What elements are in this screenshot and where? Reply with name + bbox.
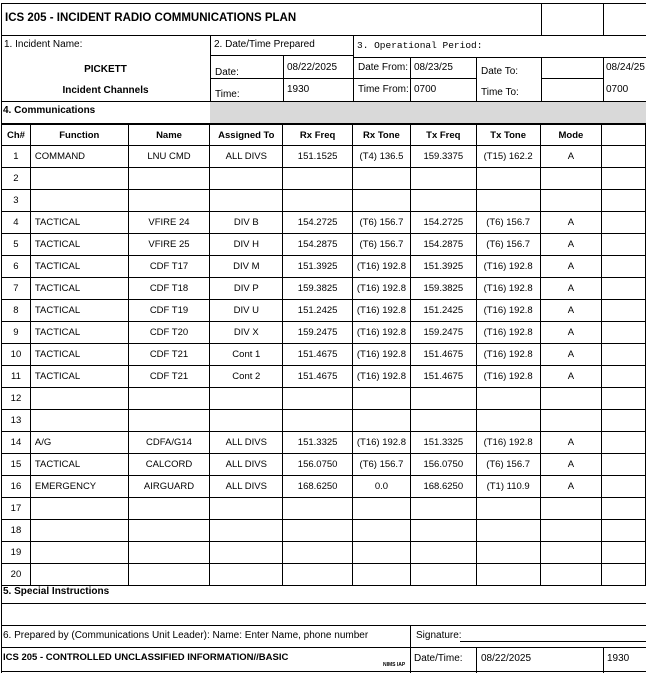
cell-assigned-to[interactable]: ALL DIVS	[210, 146, 283, 168]
cell-rx-tone[interactable]	[352, 498, 410, 520]
cell-tx-tone[interactable]: (T16) 192.8	[476, 300, 540, 322]
cell-ch: 14	[2, 432, 31, 454]
cell-ch: 18	[2, 520, 31, 542]
signature-label: Signature:	[416, 630, 462, 641]
col-header-rx-freq: Rx Freq	[283, 125, 353, 146]
cell-assigned-to[interactable]	[210, 388, 283, 410]
cell-rx-freq[interactable]	[283, 410, 353, 432]
time-to-value[interactable]: 0700	[606, 84, 629, 95]
cell-rx-freq[interactable]	[283, 542, 353, 564]
cell-tx-freq[interactable]: 154.2875	[410, 234, 476, 256]
cell-rx-tone[interactable]: (T16) 192.8	[352, 300, 410, 322]
date-to-value-vline-2	[603, 57, 604, 101]
date-to-label: Date To:	[481, 66, 519, 77]
table-row	[2, 212, 646, 234]
date-to-vline	[476, 57, 477, 101]
cell-extra[interactable]	[602, 454, 646, 476]
date-prepared-label: 2. Date/Time Prepared	[214, 39, 315, 50]
cell-extra[interactable]	[602, 278, 646, 300]
cell-rx-tone[interactable]	[352, 168, 410, 190]
cell-ch: 13	[2, 410, 31, 432]
cell-extra[interactable]	[602, 498, 646, 520]
cell-tx-tone[interactable]: (T16) 192.8	[476, 278, 540, 300]
cell-function[interactable]	[30, 520, 128, 542]
cell-function[interactable]: EMERGENCY	[30, 476, 128, 498]
cell-extra[interactable]	[602, 322, 646, 344]
cell-ch: 5	[2, 234, 31, 256]
cell-mode[interactable]: A	[540, 300, 602, 322]
cell-tx-tone[interactable]: (T6) 156.7	[476, 234, 540, 256]
cell-assigned-to[interactable]	[210, 498, 283, 520]
cell-extra[interactable]	[602, 212, 646, 234]
cell-assigned-to[interactable]	[210, 410, 283, 432]
cell-ch: 8	[2, 300, 31, 322]
cell-mode[interactable]	[540, 190, 602, 212]
cell-tx-freq[interactable]	[410, 388, 476, 410]
cell-tx-freq[interactable]: 168.6250	[410, 476, 476, 498]
cell-function[interactable]	[30, 542, 128, 564]
cell-ch: 7	[2, 278, 31, 300]
cell-rx-tone[interactable]	[352, 564, 410, 586]
cell-rx-tone[interactable]: 0.0	[352, 476, 410, 498]
special-instructions-line	[1, 603, 646, 604]
cell-extra[interactable]	[602, 146, 646, 168]
incident-channels-label: Incident Channels	[62, 85, 149, 96]
cell-tx-tone[interactable]	[476, 498, 540, 520]
cell-tx-freq[interactable]: 151.4675	[410, 344, 476, 366]
cell-function[interactable]	[30, 564, 128, 586]
cell-mode[interactable]: A	[540, 454, 602, 476]
cell-rx-tone[interactable]: (T16) 192.8	[352, 322, 410, 344]
date-to-value-vline	[541, 57, 542, 101]
col-header-extra	[602, 125, 646, 146]
cell-assigned-to[interactable]: ALL DIVS	[210, 476, 283, 498]
cell-name[interactable]: CDF T19	[128, 300, 210, 322]
cell-extra[interactable]	[602, 388, 646, 410]
signature-divider	[410, 625, 411, 673]
cell-name[interactable]: AIRGUARD	[128, 476, 210, 498]
cell-tx-tone[interactable]	[476, 410, 540, 432]
cell-rx-tone[interactable]: (T16) 192.8	[352, 344, 410, 366]
cell-tx-freq[interactable]: 151.2425	[410, 300, 476, 322]
cell-name[interactable]: VFIRE 24	[128, 212, 210, 234]
cell-name[interactable]: CDFA/G14	[128, 432, 210, 454]
cell-assigned-to[interactable]	[210, 542, 283, 564]
table-row	[2, 454, 646, 476]
cell-rx-freq[interactable]	[283, 388, 353, 410]
op-period-label: 3. Operational Period:	[357, 40, 483, 51]
cell-rx-tone[interactable]	[352, 542, 410, 564]
cell-rx-freq[interactable]: 168.6250	[283, 476, 353, 498]
cell-tx-tone[interactable]	[476, 388, 540, 410]
cell-function[interactable]	[30, 388, 128, 410]
cell-function[interactable]: TACTICAL	[30, 212, 128, 234]
date-prepared-underline	[210, 55, 353, 56]
cell-function[interactable]: TACTICAL	[30, 322, 128, 344]
cell-rx-freq[interactable]: 151.3925	[283, 256, 353, 278]
table-row	[2, 322, 646, 344]
cell-ch: 10	[2, 344, 31, 366]
cell-mode[interactable]: A	[540, 212, 602, 234]
cell-ch: 3	[2, 190, 31, 212]
cell-ch: 17	[2, 498, 31, 520]
cell-tx-tone[interactable]: (T16) 192.8	[476, 344, 540, 366]
table-row	[2, 234, 646, 256]
cell-tx-freq[interactable]	[410, 410, 476, 432]
time-value[interactable]: 1930	[287, 84, 310, 95]
cell-rx-freq[interactable]: 159.2475	[283, 322, 353, 344]
cell-extra[interactable]	[602, 542, 646, 564]
cell-rx-freq[interactable]	[283, 520, 353, 542]
cell-mode[interactable]	[540, 520, 602, 542]
cell-tx-freq[interactable]	[410, 520, 476, 542]
signature-field-line	[460, 641, 646, 642]
cell-name[interactable]: CDF T17	[128, 256, 210, 278]
cell-mode[interactable]	[540, 388, 602, 410]
cell-tx-tone[interactable]	[476, 564, 540, 586]
cell-rx-freq[interactable]	[283, 498, 353, 520]
nims-iap-label: NIMS IAP	[383, 662, 406, 668]
table-row	[2, 476, 646, 498]
cell-mode[interactable]: A	[540, 322, 602, 344]
cell-rx-tone[interactable]: (T6) 156.7	[352, 454, 410, 476]
footer-date-vline	[476, 648, 477, 673]
cell-tx-tone[interactable]: (T16) 192.8	[476, 256, 540, 278]
table-row	[2, 300, 646, 322]
cell-ch: 20	[2, 564, 31, 586]
table-row	[2, 498, 646, 520]
cell-rx-freq[interactable]: 151.3325	[283, 432, 353, 454]
cell-assigned-to[interactable]: DIV P	[210, 278, 283, 300]
table-row	[2, 432, 646, 454]
cell-function[interactable]: TACTICAL	[30, 256, 128, 278]
table-row	[2, 542, 646, 564]
cell-name[interactable]: VFIRE 25	[128, 234, 210, 256]
cell-extra[interactable]	[602, 256, 646, 278]
cell-name[interactable]	[128, 388, 210, 410]
op-period-mid-line	[353, 78, 476, 79]
title-bottom-line	[1, 35, 646, 36]
cell-tx-freq[interactable]: 151.3925	[410, 256, 476, 278]
cell-function[interactable]: TACTICAL	[30, 234, 128, 256]
cell-tx-tone[interactable]: (T15) 162.2	[476, 146, 540, 168]
cell-function[interactable]: TACTICAL	[30, 344, 128, 366]
table-row	[2, 520, 646, 542]
table-row	[2, 256, 646, 278]
cell-tx-freq[interactable]: 154.2725	[410, 212, 476, 234]
prepared-bottom-line	[1, 647, 646, 648]
title-divider-2	[603, 3, 604, 35]
cell-tx-freq[interactable]: 156.0750	[410, 454, 476, 476]
table-row	[2, 190, 646, 212]
cell-rx-freq[interactable]: 151.4675	[283, 344, 353, 366]
cell-rx-tone[interactable]: (T16) 192.8	[352, 366, 410, 388]
col-header-rx-tone: Rx Tone	[352, 125, 410, 146]
cell-mode[interactable]: A	[540, 432, 602, 454]
cell-function[interactable]	[30, 168, 128, 190]
cell-ch: 15	[2, 454, 31, 476]
cell-function[interactable]: A/G	[30, 432, 128, 454]
cell-assigned-to[interactable]: Cont 2	[210, 366, 283, 388]
table-row	[2, 344, 646, 366]
cell-tx-tone[interactable]	[476, 520, 540, 542]
cell-name[interactable]	[128, 168, 210, 190]
cell-tx-freq[interactable]	[410, 498, 476, 520]
cell-tx-freq[interactable]	[410, 564, 476, 586]
cell-rx-tone[interactable]	[352, 410, 410, 432]
footer-time-value[interactable]: 1930	[607, 653, 630, 664]
cell-ch: 4	[2, 212, 31, 234]
cell-tx-tone[interactable]	[476, 168, 540, 190]
date-time-separator	[210, 78, 353, 79]
cell-mode[interactable]	[540, 542, 602, 564]
cell-extra[interactable]	[602, 366, 646, 388]
cell-rx-freq[interactable]: 151.2425	[283, 300, 353, 322]
footer-label: ICS 205 - CONTROLLED UNCLASSIFIED INFORMATION//BASIC	[3, 652, 289, 663]
cell-function[interactable]	[30, 410, 128, 432]
col-header-tx-tone: Tx Tone	[476, 125, 540, 146]
cell-name[interactable]: CDF T18	[128, 278, 210, 300]
col-header-assigned-to: Assigned To	[210, 125, 283, 146]
cell-mode[interactable]	[540, 564, 602, 586]
cell-rx-tone[interactable]: (T16) 192.8	[352, 256, 410, 278]
cell-name[interactable]	[128, 498, 210, 520]
cell-extra[interactable]	[602, 476, 646, 498]
cell-tx-tone[interactable]: (T6) 156.7	[476, 454, 540, 476]
cell-name[interactable]: CDF T21	[128, 366, 210, 388]
col-header-mode: Mode	[540, 125, 602, 146]
date-label: Date:	[215, 67, 239, 78]
cell-tx-tone[interactable]	[476, 542, 540, 564]
table-row	[2, 410, 646, 432]
cell-ch: 6	[2, 256, 31, 278]
cell-assigned-to[interactable]	[210, 564, 283, 586]
cell-extra[interactable]	[602, 234, 646, 256]
cell-function[interactable]: TACTICAL	[30, 366, 128, 388]
cell-function[interactable]: TACTICAL	[30, 454, 128, 476]
cell-function[interactable]	[30, 190, 128, 212]
cell-assigned-to[interactable]: Cont 1	[210, 344, 283, 366]
special-instructions-bottom	[1, 625, 646, 626]
cell-rx-freq[interactable]: 159.3825	[283, 278, 353, 300]
cell-mode[interactable]: A	[540, 234, 602, 256]
cell-function[interactable]	[30, 498, 128, 520]
col-header-function: Function	[30, 125, 128, 146]
cell-extra[interactable]	[602, 344, 646, 366]
cell-tx-freq[interactable]: 159.3375	[410, 146, 476, 168]
special-instructions-label: 5. Special Instructions	[3, 586, 110, 597]
footer-datetime-label: Date/Time:	[414, 653, 463, 664]
cell-ch: 12	[2, 388, 31, 410]
cell-extra[interactable]	[602, 520, 646, 542]
cell-assigned-to[interactable]	[210, 190, 283, 212]
table-row	[2, 366, 646, 388]
footer-bottom-line	[1, 671, 646, 672]
form-title: ICS 205 - INCIDENT RADIO COMMUNICATIONS PLAN	[5, 12, 297, 24]
cell-extra[interactable]	[602, 410, 646, 432]
cell-name[interactable]: CALCORD	[128, 454, 210, 476]
cell-name[interactable]: CDF T20	[128, 322, 210, 344]
cell-mode[interactable]: A	[540, 278, 602, 300]
cell-name[interactable]	[128, 542, 210, 564]
block-divider-2	[353, 35, 354, 101]
cell-rx-freq[interactable]: 151.1525	[283, 146, 353, 168]
cell-tx-freq[interactable]: 159.2475	[410, 322, 476, 344]
cell-name[interactable]: LNU CMD	[128, 146, 210, 168]
cell-rx-freq[interactable]	[283, 190, 353, 212]
cell-tx-tone[interactable]	[476, 190, 540, 212]
cell-rx-tone[interactable]: (T4) 136.5	[352, 146, 410, 168]
cell-rx-tone[interactable]	[352, 520, 410, 542]
cell-rx-freq[interactable]: 154.2875	[283, 234, 353, 256]
cell-rx-freq[interactable]	[283, 168, 353, 190]
time-from-value[interactable]: 0700	[414, 84, 437, 95]
cell-mode[interactable]: A	[540, 366, 602, 388]
time-from-label: Time From:	[358, 84, 409, 95]
cell-ch: 19	[2, 542, 31, 564]
cell-rx-tone[interactable]	[352, 388, 410, 410]
block-divider-1	[210, 35, 211, 101]
cell-extra[interactable]	[602, 168, 646, 190]
col-header-name: Name	[128, 125, 210, 146]
date-from-value[interactable]: 08/23/25	[414, 62, 453, 73]
cell-tx-tone[interactable]: (T16) 192.8	[476, 366, 540, 388]
incident-name-value[interactable]: PICKETT	[84, 64, 127, 75]
cell-ch: 9	[2, 322, 31, 344]
cell-rx-freq[interactable]: 156.0750	[283, 454, 353, 476]
cell-assigned-to[interactable]: DIV B	[210, 212, 283, 234]
date-to-field-line	[541, 78, 603, 79]
cell-name[interactable]	[128, 410, 210, 432]
date-value[interactable]: 08/22/2025	[287, 62, 338, 73]
date-to-value[interactable]: 08/24/25	[606, 62, 645, 73]
cell-assigned-to[interactable]: DIV U	[210, 300, 283, 322]
cell-rx-tone[interactable]: (T16) 192.8	[352, 432, 410, 454]
cell-rx-freq[interactable]: 154.2725	[283, 212, 353, 234]
cell-name[interactable]	[128, 520, 210, 542]
table-row	[2, 388, 646, 410]
cell-assigned-to[interactable]: DIV X	[210, 322, 283, 344]
col-header-ch: Ch#	[2, 125, 31, 146]
cell-tx-tone[interactable]: (T16) 192.8	[476, 322, 540, 344]
incident-name-label: 1. Incident Name:	[4, 39, 83, 50]
prepared-by-label: 6. Prepared by (Communications Unit Leader): Name: Enter Name, phone number	[3, 630, 369, 641]
table-row	[2, 146, 646, 168]
time-to-label: Time To:	[481, 87, 519, 98]
cell-mode[interactable]: A	[540, 476, 602, 498]
cell-rx-freq[interactable]: 151.4675	[283, 366, 353, 388]
cell-extra[interactable]	[602, 300, 646, 322]
cell-assigned-to[interactable]: ALL DIVS	[210, 432, 283, 454]
cell-rx-tone[interactable]	[352, 190, 410, 212]
footer-date-value[interactable]: 08/22/2025	[481, 653, 532, 664]
cell-ch: 2	[2, 168, 31, 190]
cell-tx-freq[interactable]: 159.3825	[410, 278, 476, 300]
cell-ch: 1	[2, 146, 31, 168]
cell-name[interactable]: CDF T21	[128, 344, 210, 366]
title-divider-1	[541, 3, 542, 35]
cell-extra[interactable]	[602, 432, 646, 454]
table-row	[2, 168, 646, 190]
cell-ch: 11	[2, 366, 31, 388]
communications-table	[1, 124, 646, 586]
cell-assigned-to[interactable]: DIV H	[210, 234, 283, 256]
cell-tx-tone[interactable]: (T6) 156.7	[476, 212, 540, 234]
cell-function[interactable]: TACTICAL	[30, 300, 128, 322]
cell-extra[interactable]	[602, 190, 646, 212]
cell-rx-tone[interactable]: (T6) 156.7	[352, 234, 410, 256]
table-header-row	[2, 125, 646, 146]
cell-name[interactable]	[128, 564, 210, 586]
time-label: Time:	[215, 89, 240, 100]
cell-mode[interactable]: A	[540, 256, 602, 278]
cell-tx-tone[interactable]: (T16) 192.8	[476, 432, 540, 454]
cell-mode[interactable]	[540, 168, 602, 190]
cell-tx-freq[interactable]: 151.4675	[410, 366, 476, 388]
cell-assigned-to[interactable]: DIV M	[210, 256, 283, 278]
table-row	[2, 278, 646, 300]
date-from-vline	[410, 57, 411, 101]
cell-mode[interactable]: A	[540, 146, 602, 168]
cell-rx-tone[interactable]: (T6) 156.7	[352, 212, 410, 234]
cell-ch: 16	[2, 476, 31, 498]
footer-time-vline	[603, 648, 604, 673]
cell-tx-freq[interactable]: 151.3325	[410, 432, 476, 454]
cell-rx-freq[interactable]	[283, 564, 353, 586]
communications-label: 4. Communications	[3, 105, 96, 116]
cell-name[interactable]	[128, 190, 210, 212]
cell-mode[interactable]	[540, 498, 602, 520]
date-from-label: Date From:	[358, 62, 409, 73]
cell-assigned-to[interactable]: ALL DIVS	[210, 454, 283, 476]
cell-extra[interactable]	[602, 564, 646, 586]
cell-function[interactable]: COMMAND	[30, 146, 128, 168]
table-row	[2, 564, 646, 586]
cell-assigned-to[interactable]	[210, 168, 283, 190]
cell-tx-freq[interactable]	[410, 168, 476, 190]
cell-mode[interactable]	[540, 410, 602, 432]
cell-assigned-to[interactable]	[210, 520, 283, 542]
cell-rx-tone[interactable]: (T16) 192.8	[352, 278, 410, 300]
cell-tx-freq[interactable]	[410, 542, 476, 564]
cell-tx-freq[interactable]	[410, 190, 476, 212]
cell-tx-tone[interactable]: (T1) 110.9	[476, 476, 540, 498]
communications-header-shade	[210, 102, 646, 124]
cell-mode[interactable]: A	[540, 344, 602, 366]
col-header-tx-freq: Tx Freq	[410, 125, 476, 146]
cell-function[interactable]: TACTICAL	[30, 278, 128, 300]
